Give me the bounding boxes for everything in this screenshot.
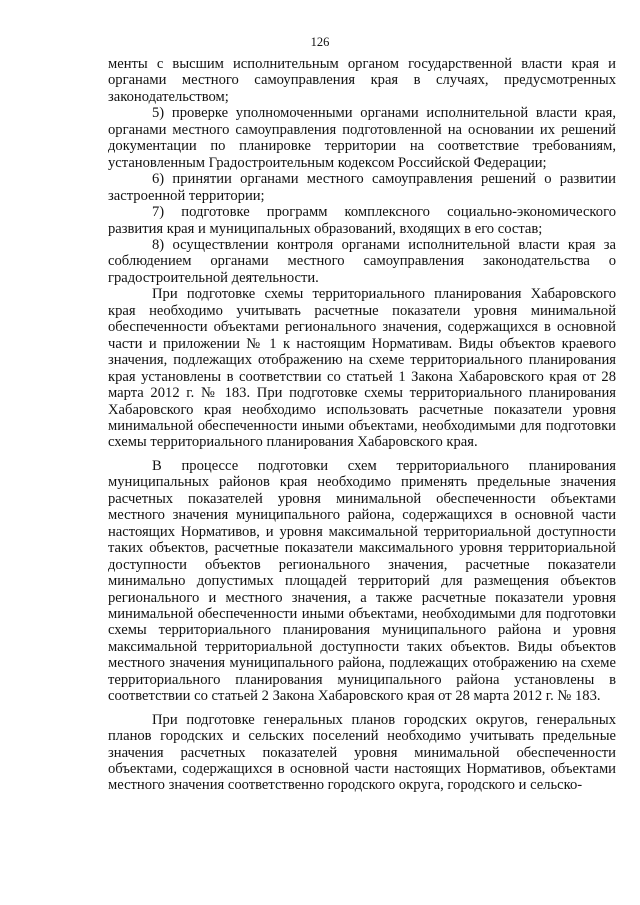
paragraph-general-plans: При подготовке генеральных планов городских округов, генеральных планов городских и сельских поселений необходимо учитывать предельные значения расчетных показателей уровня минимальной обеспеченности объектами, содержащихся в основной части настоящих Нормативов, объектами местного значения соответственно городского округа, городского и сельско- [108, 711, 616, 794]
list-item-5: 5) проверке уполномоченными органами исполнительной власти края, органами местного самоуправления подготовленной на основании их решений документации по планировке территории на соответствие требованиям, установленным Градостроительным кодексом Российской Федерации; [108, 105, 616, 171]
document-body [108, 56, 616, 794]
paragraph-municipal-planning: В процессе подготовки схем территориального планирования муниципальных районов края необходимо применять предельные значения расчетных показателей уровня минимальной обеспеченности объектами местного значения муниципального района, содержащихся в основной части настоящих Нормативов, и уровня максимальной территориальной доступности таких объектов, расчетные показатели максимального уровня территориальной доступности объектов регионального значения, расчетные показатели минимально допустимых площадей территорий для размещения объектов регионального и местного значения, а также расчетные показатели уровня минимальной обеспеченности иными объектами, необходимыми для подготовки схемы территориального планирования муниципального района и уровня максимальной территориальной доступности таких объектов. Виды объектов местного значения муниципального района, подлежащих отображению на схеме территориального планирования муниципального района установлены в соответствии со статьей 2 Закона Хабаровского края от 28 марта 2012 г. № 183. [108, 457, 616, 705]
list-item-7: 7) подготовке программ комплексного социально-экономического развития края и муниципальных образований, входящих в его состав; [108, 204, 616, 237]
list-item-8: 8) осуществлении контроля органами исполнительной власти края за соблюдением органами местного самоуправления законодательства о градостроительной деятельности. [108, 236, 616, 286]
paragraph-continued: менты с высшим исполнительным органом государственной власти края и органами местного самоуправления края в случаях, предусмотренных законодательством; [108, 56, 616, 105]
paragraph-regional-planning: При подготовке схемы территориального планирования Хабаровского края необходимо учитывать расчетные показатели уровня минимальной обеспеченности объектами регионального значения, содержащихся в основной части и приложении № 1 к настоящим Нормативам. Виды объектов краевого значения, подлежащих отображению на схеме территориального планирования края установлены в соответствии со статьей 1 Закона Хабаровского края от 28 марта 2012 г. № 183. При подготовке схемы территориального планирования Хабаровского края необходимо использовать расчетные показатели уровня минимальной обеспеченности иными объектами, необходимыми для подготовки схемы территориального планирования Хабаровского края. [108, 286, 616, 451]
page-number: 126 [310, 35, 330, 49]
list-item-6: 6) принятии органами местного самоуправления решений о развитии застроенной территории; [108, 171, 616, 204]
